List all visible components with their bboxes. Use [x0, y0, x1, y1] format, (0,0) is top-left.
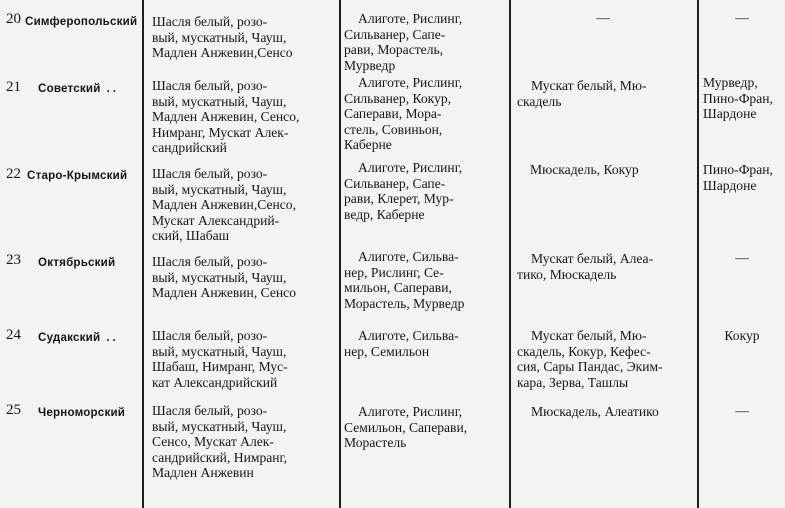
col-d-varieties: Пино-Фран, Шардоне [703, 162, 773, 193]
column-divider [509, 0, 511, 508]
col-a-varieties: Шасля белый, розо- вый, мускатный, Чауш, Мадлен Анжевин,Сенсо [152, 14, 293, 61]
row-number: 25 [6, 402, 21, 418]
district-name: Судакский .. [38, 331, 119, 344]
col-b-varieties: Алиготе, Сильва- нер, Рислинг, Се- мильон, Саперави, Морастель, Мурведр [344, 249, 465, 311]
row-number: 23 [6, 252, 21, 268]
col-b-varieties: Алиготе, Рислинг, Сильванер, Сапе- рави, Клерет, Мур- ведр, Каберне [344, 160, 463, 222]
col-b-varieties: Алиготе, Рислинг, Семильон, Саперави, Морастель [344, 404, 468, 451]
col-c-varieties: — [596, 10, 610, 25]
row-number: 20 [6, 11, 21, 27]
district-name: Старо-Крымский [27, 169, 128, 182]
col-b-varieties: Алиготе, Рислинг, Сильванер, Кокур, Саперави, Мора- стель, Совиньон, Каберне [344, 75, 463, 153]
col-c-varieties: Мюскадель, Кокур [530, 162, 639, 177]
col-a-varieties: Шасля белый, розо- вый, мускатный, Чауш, Мадлен Анжевин,Сенсо, Мускат Александрий- ский, Шабаш [152, 166, 297, 244]
col-a-varieties: Шасля белый, розо- вый, мускатный, Чауш, Шабаш, Нимранг, Мус- кат Александрийский [152, 328, 288, 390]
col-a-varieties: Шасля белый, розо- вый, мускатный, Чауш, Сенсо, Мускат Алек- сандрийский, Нимранг, Мадлен Анжевин [152, 403, 287, 481]
col-b-varieties: Алиготе, Сильва- нер, Семильон [344, 328, 459, 359]
col-b-varieties: Алиготе, Рислинг, Сильванер, Сапе- рави, Морастель, Мурведр [344, 11, 463, 73]
column-divider [142, 0, 144, 508]
district-name: Симферопольский [25, 15, 138, 28]
col-c-varieties: Мускат белый, Алеа- тико, Мюскадель [517, 251, 654, 282]
col-d-varieties: Мурведр, Пино-Фран, Шардоне [703, 75, 773, 122]
column-divider [339, 0, 341, 508]
col-d-varieties: — [735, 403, 749, 418]
district-name: Черноморский [38, 406, 126, 419]
col-c-varieties: Мускат белый, Мю- скадель, Кокур, Кефес- сия, Сары Пандас, Эким- кара, Зерва, Ташлы [517, 328, 663, 390]
district-name: Советский .. [38, 82, 120, 95]
col-c-varieties: Мускат белый, Мю- скадель [517, 78, 647, 109]
col-a-varieties: Шасля белый, розо- вый, мускатный, Чауш, Мадлен Анжевин, Сенсо [152, 254, 297, 301]
col-c-varieties: Мюскадель, Алеатико [531, 404, 659, 419]
row-number: 24 [6, 327, 21, 343]
col-d-varieties: — [735, 250, 749, 265]
row-number: 22 [6, 166, 21, 182]
col-a-varieties: Шасля белый, розо- вый, мускатный, Чауш, Мадлен Анжевин, Сенсо, Нимранг, Мускат Алек- сандрийский [152, 78, 300, 156]
col-d-varieties: — [735, 10, 749, 25]
col-d-varieties: Кокур [724, 328, 760, 343]
row-number: 21 [6, 79, 21, 95]
district-name: Октябрьский [38, 256, 116, 269]
